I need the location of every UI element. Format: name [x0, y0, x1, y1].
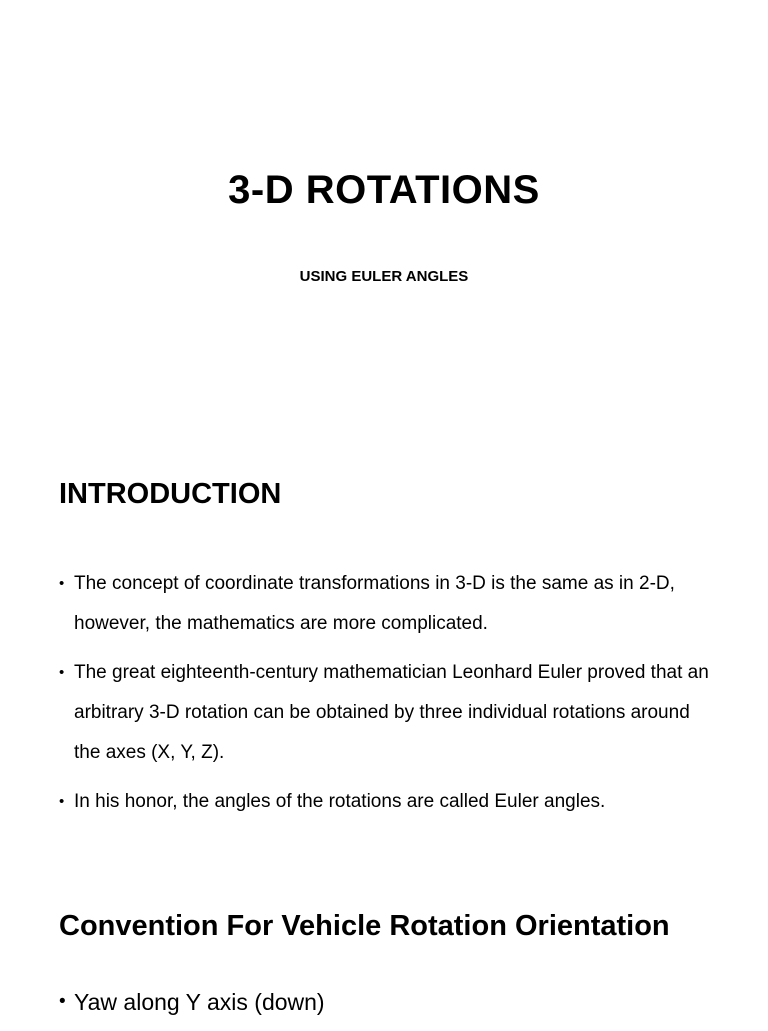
bullet-text: Yaw along Y axis (down) — [74, 989, 325, 1015]
slide-heading: INTRODUCTION — [59, 478, 282, 510]
bullet-item — [59, 982, 709, 1022]
bullet-icon: • — [59, 575, 65, 592]
title-slide — [0, 0, 768, 432]
bullet-item — [59, 782, 709, 822]
bullet-icon: • — [59, 793, 65, 810]
bullet-item — [59, 653, 709, 773]
introduction-slide — [0, 432, 768, 864]
bullet-item — [59, 564, 709, 644]
bullet-text: The great eighteenth-century mathematician Leonhard Euler proved that an arbitrary 3-D rotation can be obtained by three individual rotations around the axes (X, Y, Z). — [74, 662, 709, 763]
bullet-icon: • — [59, 664, 65, 681]
slide-title: 3-D ROTATIONS — [228, 168, 540, 212]
bullet-list — [59, 564, 709, 831]
bullet-text: The concept of coordinate transformations in 3-D is the same as in 2-D, however, the mathematics are more complicated. — [74, 573, 675, 634]
bullet-text: In his honor, the angles of the rotations are called Euler angles. — [74, 791, 606, 812]
slide-subtitle: USING EULER ANGLES — [299, 268, 469, 285]
slide-heading: Convention For Vehicle Rotation Orientation — [59, 910, 670, 942]
convention-slide — [0, 864, 768, 1024]
bullet-icon: • — [59, 991, 66, 1012]
